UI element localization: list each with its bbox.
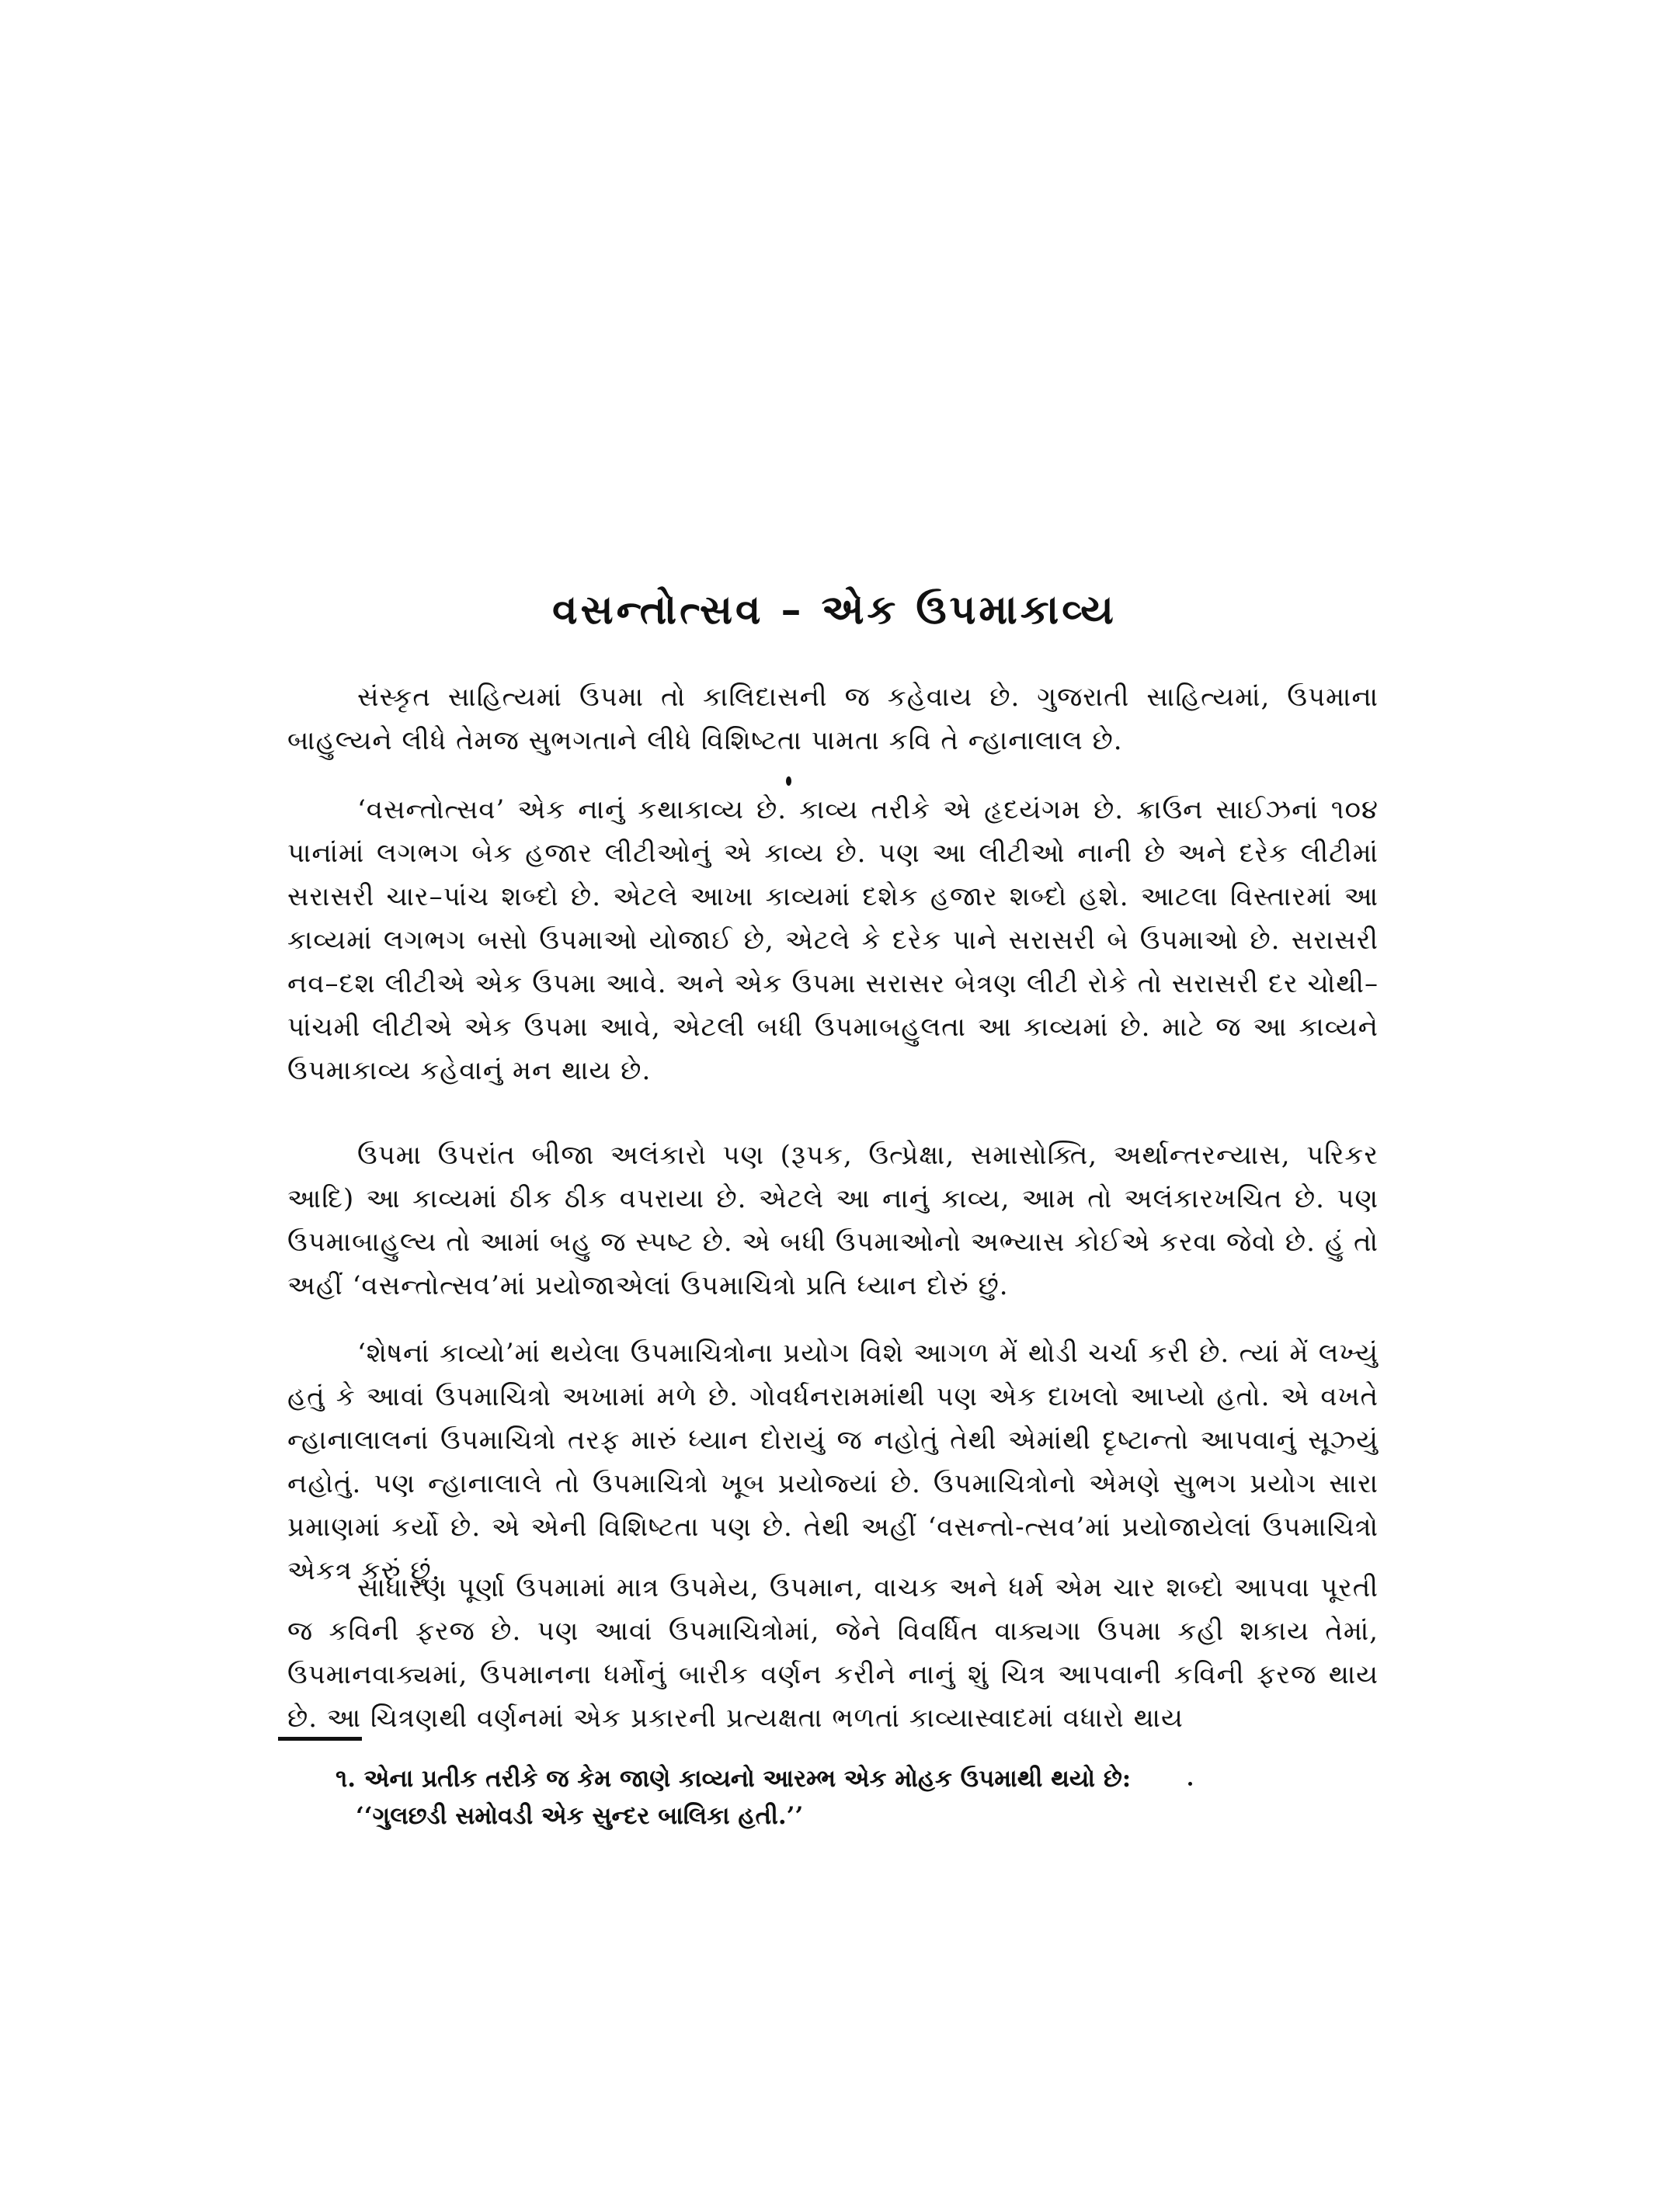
footnote-1-quote: ‘‘ગુલછડી સમોવડી એક સુન્દર બાલિકા હતી.’’ [356, 1802, 804, 1830]
paragraph-1: સંસ્કૃત સાહિત્યમાં ઉપમા તો કાલિદાસની જ કહેવાય છે. ગુજરાતી સાહિત્યમાં, ઉપમાના બાહુલ્યને લીધે તેમજ સુભગતાને લીધે વિશિષ્ટતા પામતા કવિ તે ન્હાનાલાલ છે. [287, 682, 1379, 756]
paragraph-2: ‘વસન્તોત્સવ’ એક નાનું કથાકાવ્ય છે. કાવ્ય તરીકે એ હૃદયંગમ છે. ક્રાઉન સાઈઝનાં ૧૦૪ પાનાંમાં લગભગ બેક હજાર લીટીઓનું એ કાવ્ય છે. પણ આ લીટીઓ નાની છે અને દરેક લીટીમાં સરાસરી ચાર–પાંચ શબ્દો છે. એટલે આખા કાવ્યમાં દશેક હજાર શબ્દો હશે. આટલા વિસ્તારમાં આ કાવ્યમાં લગભગ બસો ઉપમાઓ યોજાઈ છે, એટલે કે દરેક પાને સરાસરી બે ઉપમાઓ છે. સરાસરી નવ–દશ લીટીએ એક ઉપમા આવે. અને એક ઉપમા સરાસર બેત્રણ લીટી રોકે તો સરાસરી દર ચોથી–પાંચમી લીટીએ એક ઉપમા આવે, એટલી બધી ઉપમાબહુલતા આ કાવ્યમાં છે. માટે જ આ કાવ્યને ઉપમાકાવ્ય કહેવાનું મન થાય છે. [287, 794, 1379, 1086]
page-title: વસન્તોત્સવ – એક ઉપમાકાવ્ય [552, 586, 1117, 634]
paragraph-4: ‘શેષનાં કાવ્યો’માં થયેલા ઉપમાચિત્રોના પ્રયોગ વિશે આગળ મેં થોડી ચર્ચા કરી છે. ત્યાં મેં લખ્યું હતું કે આવાં ઉપમાચિત્રો અખામાં મળે છે. ગોવર્ધનરામમાંથી પણ એક દાખલો આપ્યો હતો. એ વખતે ન્હાનાલાલનાં ઉપમાચિત્રો તરફ મારું ધ્યાન દોરાયું જ નહોતું તેથી એમાંથી દૃષ્ટાન્તો આપવાનું સૂઝ્યું નહોતું. પણ ન્હાનાલાલે તો ઉપમાચિત્રો ખૂબ પ્રયોજ્યાં છે. ઉપમાચિત્રોનો એમણે સુભગ પ્રયોગ સારા પ્રમાણમાં કર્યો છે. એ એની વિશિષ્ટતા પણ છે. તેથી અહીં ‘વસન્તો-ત્સવ’માં પ્રયોજાયેલાં ઉપમાચિત્રો એકત્ર કરું છું. [287, 1338, 1379, 1586]
paragraph-3: ઉપમા ઉપરાંત બીજા અલંકારો પણ (રૂપક, ઉત્પ્રેક્ષા, સમાસોક્તિ, અર્થાન્તરન્યાસ, પરિકર આદિ) આ કાવ્યમાં ઠીક ઠીક વપરાયા છે. એટલે આ નાનું કાવ્ય, આમ તો અલંકારખચિત છે. પણ ઉપમાબાહુલ્ય તો આમાં બહુ જ સ્પષ્ટ છે. એ બધી ઉપમાઓનો અભ્યાસ કોઈએ કરવા જેવો છે. હું તો અહીં ‘વસન્તોત્સવ’માં પ્રયોજાએલાં ઉપમાચિત્રો પ્રતિ ધ્યાન દોરું છું. [287, 1140, 1379, 1301]
footnote-divider [278, 1737, 362, 1741]
print-speck [1188, 1782, 1192, 1786]
paragraph-5: સાધારણ પૂર્ણા ઉપમામાં માત્ર ઉપમેય, ઉપમાન, વાચક અને ધર્મ એમ ચાર શબ્દો આપવા પૂરતી જ કવિની ફરજ છે. પણ આવાં ઉપમાચિત્રોમાં, જેને વિવર્ધિત વાક્યગા ઉપમા કહી શકાય તેમાં, ઉપમાનવાક્યમાં, ઉપમાનના ધર્મોનું બારીક વર્ણન કરીને નાનું શું ચિત્ર આપવાની કવિની ફરજ થાય છે. આ ચિત્રણથી વર્ણનમાં એક પ્રકારની પ્રત્યક્ષતા ભળતાં કાવ્યાસ્વાદમાં વધારો થાય [287, 1572, 1379, 1734]
footnote-1: ૧. એના પ્રતીક તરીકે જ કેમ જાણે કાવ્યનો આરમ્ભ એક મોહક ઉપમાથી થયો છે: [336, 1765, 1132, 1793]
print-speck [786, 776, 791, 786]
